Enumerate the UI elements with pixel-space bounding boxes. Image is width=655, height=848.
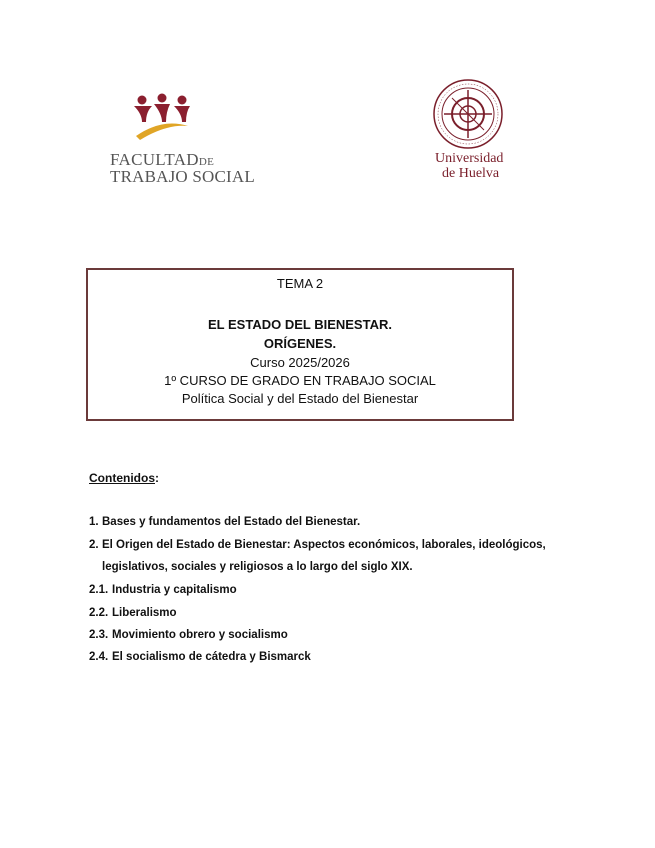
faculty-figures-icon	[130, 92, 194, 148]
list-item: 1. Bases y fundamentos del Estado del Bienestar.	[89, 516, 361, 528]
faculty-logo	[110, 92, 255, 187]
list-item: 2.2. Liberalismo	[89, 607, 177, 619]
topic-title-line2: ORÍGENES.	[263, 336, 337, 351]
list-item: 2.3. Movimiento obrero y socialismo	[89, 629, 288, 641]
university-name-line2: de Huelva	[442, 166, 500, 181]
list-item-continuation: legislativos, sociales y religiosos a lo largo del siglo XIX.	[102, 561, 413, 573]
list-item: 2. El Origen del Estado de Bienestar: Aspectos económicos, laborales, ideológicos,	[89, 539, 546, 551]
title-box	[86, 268, 514, 421]
university-name-line1: Universidad	[435, 151, 504, 166]
topic-title-line1: EL ESTADO DEL BIENESTAR.	[208, 317, 392, 332]
university-logo	[428, 78, 518, 188]
list-item: 2.4. El socialismo de cátedra y Bismarck	[89, 651, 311, 663]
faculty-name-line2: TRABAJO SOCIAL	[110, 167, 255, 186]
subject-name: Política Social y del Estado del Bienestar	[181, 391, 419, 406]
list-item: 2.1. Industria y capitalismo	[89, 584, 237, 596]
topic-number: TEMA 2	[276, 276, 324, 291]
faculty-name-line1: FACULTADDE	[110, 150, 215, 169]
degree-course: 1º CURSO DE GRADO EN TRABAJO SOCIAL	[164, 373, 436, 388]
contents-heading: Contenidos:	[89, 471, 159, 485]
university-seal-icon	[432, 78, 504, 150]
academic-year: Curso 2025/2026	[250, 355, 350, 370]
